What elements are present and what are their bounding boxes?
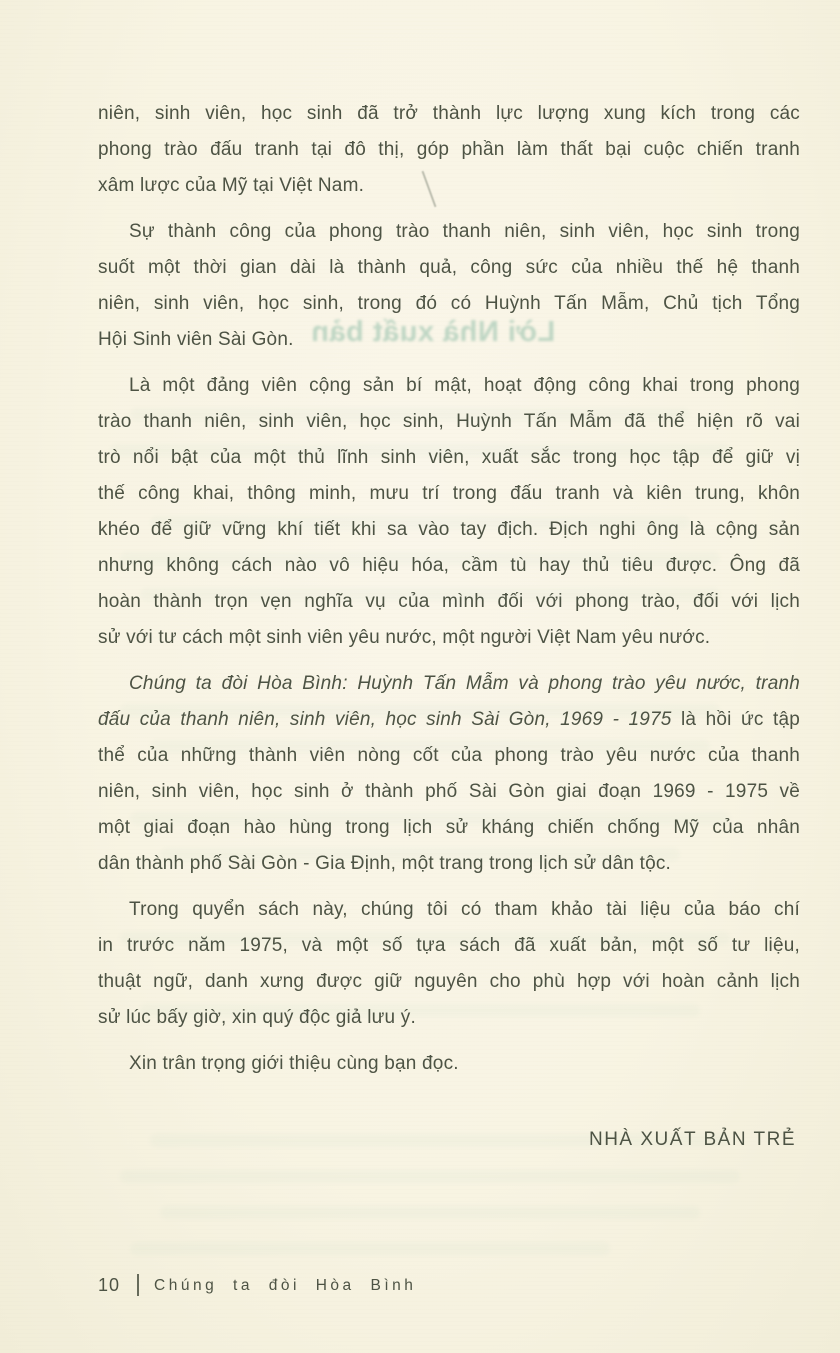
text-line: Trong quyển sách này, chúng tôi có tham khảo tài liệu của báo chí bbox=[129, 899, 800, 920]
bleed-through-heading: Lời Nhà xuất bản bbox=[310, 316, 556, 348]
text-line: Là một đảng viên cộng sản bí mật, hoạt động công khai trong phong bbox=[129, 375, 800, 396]
text-line: xâm lược của Mỹ tại Việt Nam. bbox=[98, 175, 365, 196]
paragraph bbox=[98, 1046, 800, 1082]
footer-book-title: Chúng ta đòi Hòa Bình bbox=[154, 1276, 417, 1294]
text-line: Sự thành công của phong trào thanh niên, sinh viên, học sinh trong bbox=[129, 221, 800, 242]
text-line: Chúng ta đòi Hòa Bình: Huỳnh Tấn Mẫm và phong trào yêu nước, tranh bbox=[129, 673, 800, 694]
text-line: trào thanh niên, sinh viên, học sinh, Huỳnh Tấn Mẫm đã thể hiện rõ vai bbox=[98, 411, 800, 432]
text-line: in trước năm 1975, và một số tựa sách đã xuất bản, một số tư liệu, bbox=[98, 935, 800, 956]
paragraph bbox=[98, 666, 800, 882]
text-line: Hội Sinh viên Sài Gòn. bbox=[98, 329, 294, 350]
text-line: suốt một thời gian dài là thành quả, công sức của nhiều thế hệ thanh bbox=[98, 257, 800, 278]
bleed-through-artifact bbox=[130, 1242, 610, 1255]
bleed-through-artifact bbox=[160, 1206, 700, 1219]
text-line: sử với tư cách một sinh viên yêu nước, một người Việt Nam yêu nước. bbox=[98, 627, 711, 648]
paragraph bbox=[98, 96, 800, 204]
text-line: thuật ngữ, danh xưng được giữ nguyên cho phù hợp với hoàn cảnh lịch bbox=[98, 971, 800, 992]
text-block bbox=[98, 96, 800, 1092]
text-line: thể của những thành viên nòng cốt của phong trào yêu nước của thanh bbox=[98, 745, 800, 766]
text-line: phong trào đấu tranh tại đô thị, góp phần làm thất bại cuộc chiến tranh bbox=[98, 139, 800, 160]
text-line: hoàn thành trọn vẹn nghĩa vụ của mình đối với phong trào, đối với lịch bbox=[98, 591, 800, 612]
page-number: 10 bbox=[98, 1274, 121, 1295]
text-line: đấu của thanh niên, sinh viên, học sinh Sài Gòn, 1969 - 1975 là hồi ức tập bbox=[98, 709, 800, 730]
text-line: niên, sinh viên, học sinh đã trở thành lực lượng xung kích trong các bbox=[98, 103, 800, 124]
bleed-through-artifact bbox=[120, 1170, 740, 1183]
text-line: dân thành phố Sài Gòn - Gia Định, một trang trong lịch sử dân tộc. bbox=[98, 853, 672, 874]
text-line: Xin trân trọng giới thiệu cùng bạn đọc. bbox=[129, 1053, 459, 1074]
text-line: niên, sinh viên, học sinh, trong đó có Huỳnh Tấn Mẫm, Chủ tịch Tổng bbox=[98, 293, 800, 314]
text-line: nhưng không cách nào vô hiệu hóa, cầm tù hay thủ tiêu được. Ông đã bbox=[98, 555, 800, 576]
paragraph bbox=[98, 368, 800, 656]
text-line: niên, sinh viên, học sinh ở thành phố Sài Gòn giai đoạn 1969 - 1975 về bbox=[98, 781, 800, 802]
text-line: sử lúc bấy giờ, xin quý độc giả lưu ý. bbox=[98, 1007, 416, 1028]
text-line: thế công khai, thông minh, mưu trí trong đấu tranh và kiên trung, khôn bbox=[98, 483, 800, 504]
text-line: trò nổi bật của một thủ lĩnh sinh viên, xuất sắc trong học tập để giữ vị bbox=[98, 447, 800, 468]
text-line: một giai đoạn hào hùng trong lịch sử kháng chiến chống Mỹ của nhân bbox=[98, 817, 800, 838]
page-footer bbox=[98, 1274, 416, 1296]
text-line: khéo để giữ vững khí tiết khi sa vào tay địch. Địch nghi ông là cộng sản bbox=[98, 519, 800, 540]
paragraph bbox=[98, 214, 800, 358]
footer-divider bbox=[137, 1274, 139, 1296]
paragraph bbox=[98, 892, 800, 1036]
publisher-signoff: NHÀ XUẤT BẢN TRẺ bbox=[588, 1129, 796, 1150]
